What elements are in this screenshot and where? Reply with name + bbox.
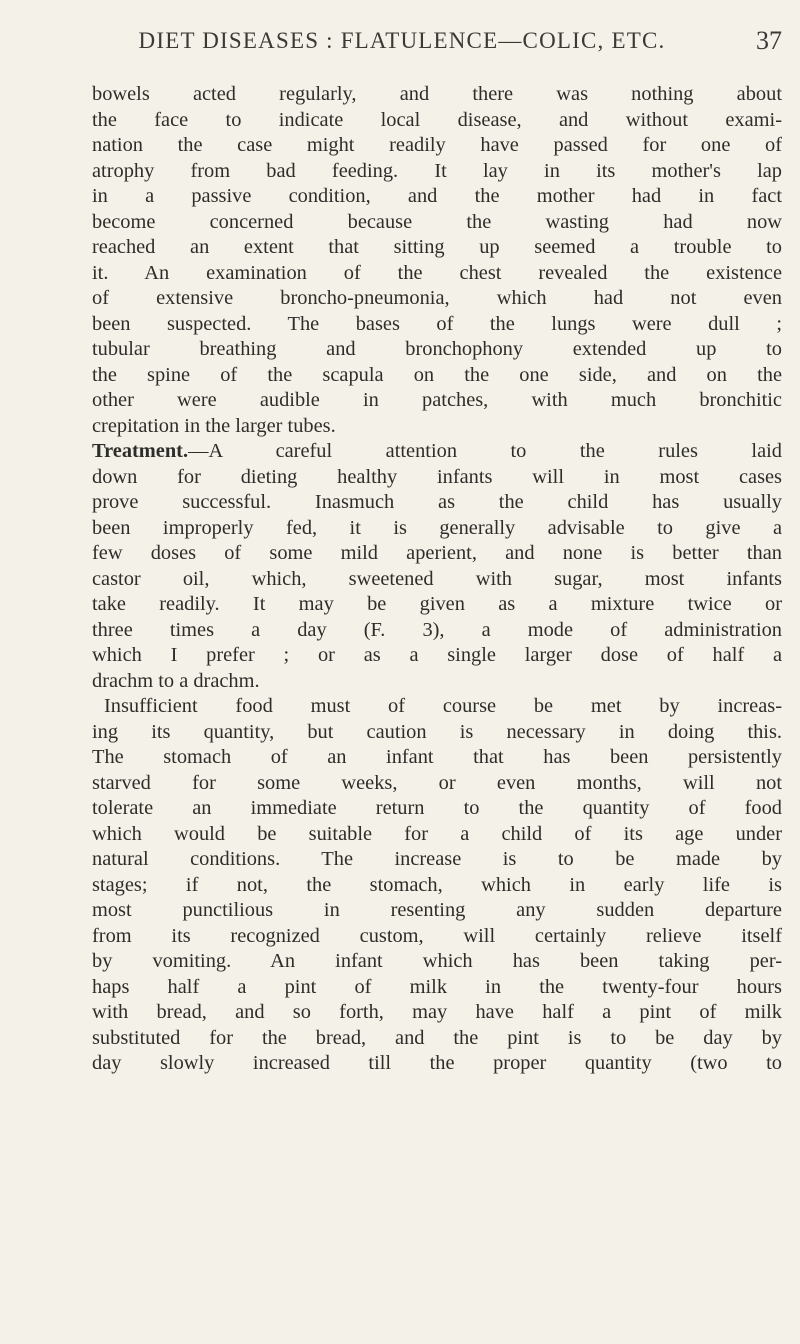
text-line: it. An examination of the chest revealed the existence [92, 261, 782, 284]
paragraph-case-description [92, 82, 782, 439]
paragraph-insufficient-food [92, 694, 782, 1077]
text-line: day slowly increased till the proper quantity (two to [92, 1052, 782, 1074]
text-line: the spine of the scapula on the one side, and on the [92, 363, 782, 386]
running-head [92, 28, 782, 68]
text-line: atrophy from bad feeding. It lay in its mother's lap [92, 159, 782, 182]
running-title: DIET DISEASES : FLATULENCE—COLIC, ETC. [138, 28, 666, 53]
text-line: by vomiting. An infant which has been taking per- [92, 950, 782, 972]
text-line: castor oil, which, sweetened with sugar, most infants [92, 567, 782, 590]
text-line: nation the case might readily have passed for one of [92, 134, 782, 156]
treatment-heading: Treatment. [92, 440, 189, 462]
text-line: which would be suitable for a child of its age under [92, 822, 782, 845]
text-line: down for dieting healthy infants will in most cases [92, 465, 782, 488]
text-line: been improperly fed, it is generally advisable to give a [92, 516, 782, 539]
text-line: haps half a pint of milk in the twenty-four hours [92, 975, 782, 998]
body-text [92, 82, 782, 1077]
text-line: of extensive broncho-pneumonia, which had not even [92, 287, 782, 309]
text-line: starved for some weeks, or even months, will not [92, 771, 782, 794]
text-line: The stomach of an infant that has been persistently [92, 746, 782, 768]
text-line: drachm to a drachm. [92, 669, 260, 692]
text-line: which I prefer ; or as a single larger dose of half a [92, 644, 782, 666]
text-line: tubular breathing and bronchophony extended up to [92, 338, 782, 360]
text-line: bowels acted regularly, and there was nothing about [92, 83, 782, 105]
page-number: 37 [756, 26, 782, 55]
text-line: most punctilious in resenting any sudden departure [92, 899, 782, 921]
text-fragment: —A careful attention to the rules laid [188, 440, 782, 462]
text-line: stages; if not, the stomach, which in early life is [92, 873, 782, 896]
text-line: prove successful. Inasmuch as the child has usually [92, 491, 782, 513]
text-line: the face to indicate local disease, and without exami- [92, 108, 782, 131]
text-line: been suspected. The bases of the lungs were dull ; [92, 312, 782, 335]
text-line: become concerned because the wasting had now [92, 210, 782, 233]
text-line: with bread, and so forth, may have half a pint of milk [92, 1001, 782, 1023]
text-line: ing its quantity, but caution is necessary in doing this. [92, 720, 782, 743]
text-line: take readily. It may be given as a mixture twice or [92, 593, 782, 615]
text-line: substituted for the bread, and the pint is to be day by [92, 1026, 782, 1049]
text-line [92, 439, 782, 465]
paragraph-treatment [92, 439, 782, 694]
text-line: few doses of some mild aperient, and none is better than [92, 542, 782, 564]
text-line: Insufficient food must of course be met by increas- [104, 695, 782, 717]
text-line: other were audible in patches, with much bronchitic [92, 389, 782, 411]
text-line: natural conditions. The increase is to be made by [92, 848, 782, 870]
text-line: from its recognized custom, will certainly relieve itself [92, 924, 782, 947]
text-line: three times a day (F. 3), a mode of administration [92, 618, 782, 641]
text-line: in a passive condition, and the mother had in fact [92, 185, 782, 207]
text-line: tolerate an immediate return to the quantity of food [92, 797, 782, 819]
text-line: crepitation in the larger tubes. [92, 414, 336, 437]
text-line: reached an extent that sitting up seemed a trouble to [92, 236, 782, 258]
